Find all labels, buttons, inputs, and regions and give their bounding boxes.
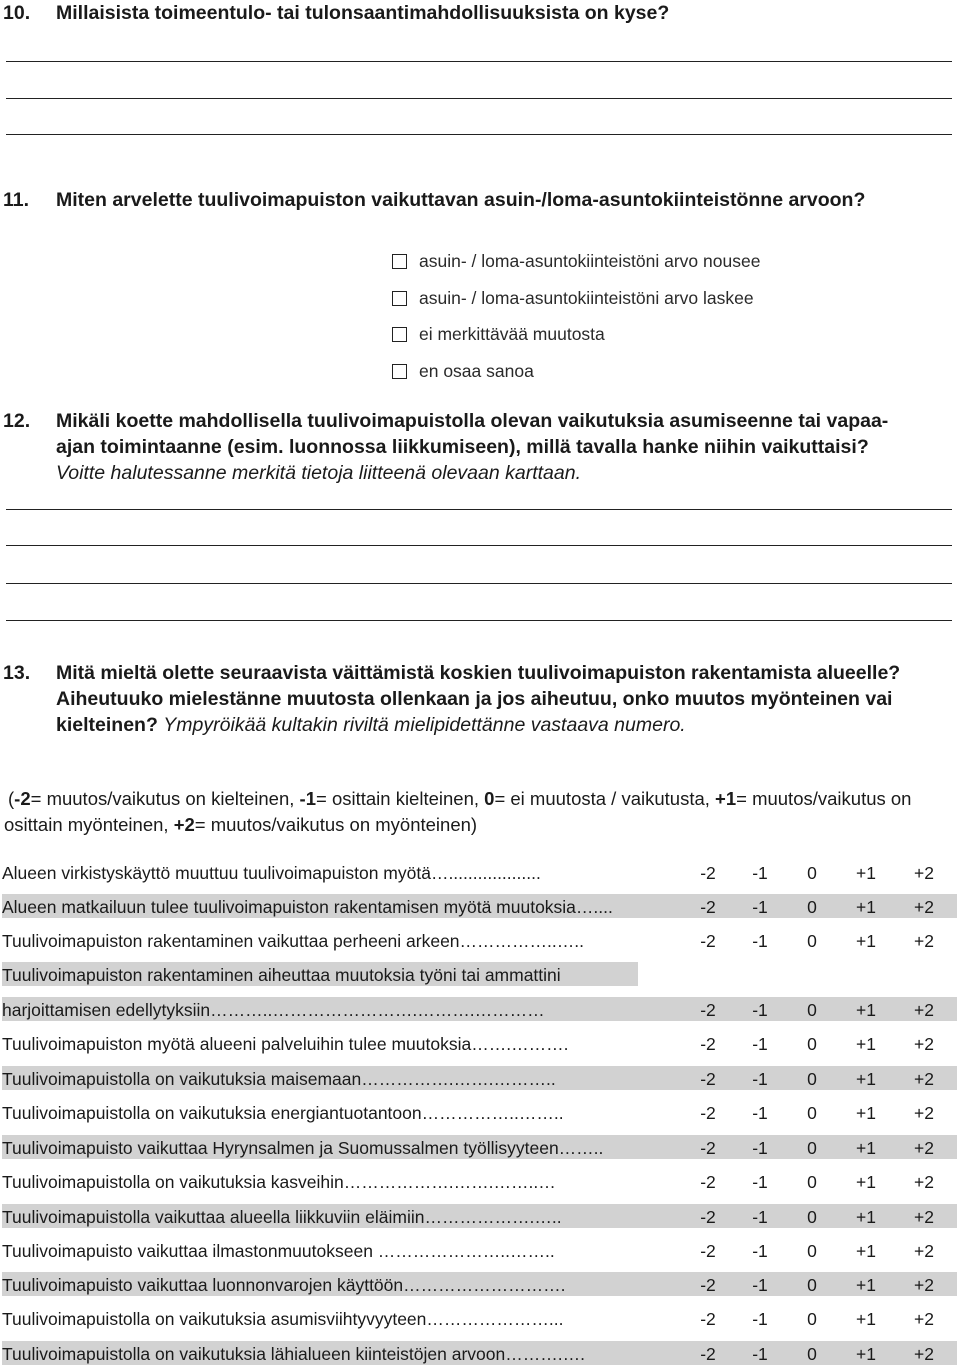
checkbox[interactable] [392, 291, 407, 306]
answer-line[interactable] [6, 583, 952, 584]
scale-value-2[interactable]: 0 [807, 863, 817, 883]
scale-value-2[interactable]: 0 [807, 1241, 817, 1261]
scale-value-3[interactable]: +1 [856, 1103, 876, 1123]
scale-value-4[interactable]: +2 [914, 1344, 934, 1364]
scale-value-0[interactable]: -2 [700, 1034, 716, 1054]
scale-value-0[interactable]: -2 [700, 863, 716, 883]
statement-text: harjoittamisen edellytyksiin………..…………………….……….………… [2, 1000, 545, 1020]
scale-value-1[interactable]: -1 [752, 1344, 768, 1364]
answer-line[interactable] [6, 98, 952, 99]
scale-value-3[interactable]: +1 [856, 931, 876, 951]
scale-value-1[interactable]: -1 [752, 1309, 768, 1329]
statement-text: Tuulivoimapuiston rakentaminen aiheuttaa muutoksia työni tai ammattini [2, 965, 561, 985]
scale-value-0[interactable]: -2 [700, 1207, 716, 1227]
scale-value-3[interactable]: +1 [856, 1309, 876, 1329]
answer-line[interactable] [6, 61, 952, 62]
scale-value-1[interactable]: -1 [752, 931, 768, 951]
scale-value-2[interactable]: 0 [807, 1309, 817, 1329]
scale-value-0[interactable]: -2 [700, 1309, 716, 1329]
scale-value-3[interactable]: +1 [856, 1275, 876, 1295]
scale-value-0[interactable]: -2 [700, 1138, 716, 1158]
scale-value-4[interactable]: +2 [914, 1069, 934, 1089]
statement-text: Tuulivoimapuistolla on vaikutuksia asumisviihtyvyyteen…………………... [2, 1309, 564, 1329]
scale-value-4[interactable]: +2 [914, 1172, 934, 1192]
statement-text: Tuulivoimapuistolla on vaikutuksia energiantuotantoon……………..…….. [2, 1103, 564, 1123]
scale-value-3[interactable]: +1 [856, 1344, 876, 1364]
scale-value-1[interactable]: -1 [752, 1138, 768, 1158]
scale-value-1[interactable]: -1 [752, 863, 768, 883]
scale-value-2[interactable]: 0 [807, 1172, 817, 1192]
scale-value-4[interactable]: +2 [914, 897, 934, 917]
scale-value-3[interactable]: +1 [856, 1069, 876, 1089]
scale-value-3[interactable]: +1 [856, 863, 876, 883]
scale-value-2[interactable]: 0 [807, 1344, 817, 1364]
statement-text: Tuulivoimapuiston myötä alueeni palveluihin tulee muutoksia…….………. [2, 1034, 569, 1054]
question-number: 10. [3, 2, 31, 24]
scale-value-1[interactable]: -1 [752, 1103, 768, 1123]
scale-value-3[interactable]: +1 [856, 1138, 876, 1158]
option-dont-know[interactable] [392, 360, 534, 382]
question-number: 11. [3, 189, 30, 211]
answer-line[interactable] [6, 134, 952, 135]
scale-value-1[interactable]: -1 [752, 1275, 768, 1295]
scale-value-2[interactable]: 0 [807, 1207, 817, 1227]
scale-value-3[interactable]: +1 [856, 1241, 876, 1261]
question-text: Miten arvelette tuulivoimapuiston vaikuttavan asuin-/loma-asuntokiinteistönne arvoon? [56, 189, 866, 211]
scale-value-2[interactable]: 0 [807, 1034, 817, 1054]
statement-text: Tuulivoimapuistolla vaikuttaa alueella liikkuviin eläimiin……………….….. [2, 1207, 562, 1227]
scale-value-3[interactable]: +1 [856, 1172, 876, 1192]
scale-value-2[interactable]: 0 [807, 931, 817, 951]
scale-value-4[interactable]: +2 [914, 931, 934, 951]
scale-value-1[interactable]: -1 [752, 1207, 768, 1227]
scale-value-0[interactable]: -2 [700, 1172, 716, 1192]
option-label: asuin- / loma-asuntokiinteistöni arvo laskee [419, 288, 754, 308]
scale-value-3[interactable]: +1 [856, 897, 876, 917]
scale-value-4[interactable]: +2 [914, 863, 934, 883]
statement-text: Tuulivoimapuistolla on vaikutuksia kasveihin……………….…….……..… [2, 1172, 556, 1192]
statement-text: Tuulivoimapuistolla on vaikutuksia maisemaan…………….…….……….. [2, 1069, 556, 1089]
scale-value-3[interactable]: +1 [856, 1034, 876, 1054]
scale-value-1[interactable]: -1 [752, 1241, 768, 1261]
statement-text: Tuulivoimapuisto vaikuttaa ilmastonmuutokseen …………………..…….. [2, 1241, 555, 1261]
question-12 [0, 408, 960, 488]
scale-value-0[interactable]: -2 [700, 1241, 716, 1261]
scale-value-2[interactable]: 0 [807, 1069, 817, 1089]
scale-value-4[interactable]: +2 [914, 1034, 934, 1054]
scale-value-4[interactable]: +2 [914, 1138, 934, 1158]
checkbox[interactable] [392, 254, 407, 269]
checkbox[interactable] [392, 364, 407, 379]
scale-value-4[interactable]: +2 [914, 1309, 934, 1329]
answer-line[interactable] [6, 620, 952, 621]
scale-value-2[interactable]: 0 [807, 1275, 817, 1295]
scale-value-0[interactable]: -2 [700, 1069, 716, 1089]
question-number: 12. [3, 410, 31, 432]
scale-value-4[interactable]: +2 [914, 1241, 934, 1261]
scale-value-1[interactable]: -1 [752, 1172, 768, 1192]
option-label: ei merkittävää muutosta [419, 324, 605, 344]
question-text: Mitä mieltä olette seuraavista väittämistä koskien tuulivoimapuiston rakentamista alueelle? Aiheutuuko mielestänne muutosta ollenkaan ja jos aiheutuu, onko muutos myönteinen vai kielteinen? [56, 662, 901, 736]
scale-value-1[interactable]: -1 [752, 1000, 768, 1020]
scale-value-2[interactable]: 0 [807, 1103, 817, 1123]
question-number: 13. [3, 662, 31, 684]
option-label: asuin- / loma-asuntokiinteistöni arvo nousee [419, 251, 761, 271]
scale-value-2[interactable]: 0 [807, 897, 817, 917]
scale-value-0[interactable]: -2 [700, 931, 716, 951]
statement-text: Tuulivoimapuisto vaikuttaa Hyrynsalmen ja Suomussalmen työllisyyteen…….. [2, 1138, 604, 1158]
question-note: Voitte halutessanne merkitä tietoja liitteenä olevaan karttaan. [56, 462, 582, 484]
question-text: Millaisista toimeentulo- tai tulonsaantimahdollisuuksista on kyse? [56, 2, 670, 24]
scale-value-0[interactable]: -2 [700, 1275, 716, 1295]
scale-value-4[interactable]: +2 [914, 1207, 934, 1227]
scale-value-1[interactable]: -1 [752, 897, 768, 917]
question-13 [0, 660, 960, 740]
scale-value-0[interactable]: -2 [700, 897, 716, 917]
checkbox[interactable] [392, 327, 407, 342]
scale-value-0[interactable]: -2 [700, 1344, 716, 1364]
scale-value-4[interactable]: +2 [914, 1103, 934, 1123]
question-11 [0, 187, 960, 243]
scale-value-4[interactable]: +2 [914, 1000, 934, 1020]
option-value-falls[interactable] [392, 287, 754, 309]
option-label: en osaa sanoa [419, 361, 534, 381]
scale-value-3[interactable]: +1 [856, 1207, 876, 1227]
scale-legend: (-2= muutos/vaikutus on kielteinen, -1= osittain kielteinen, 0= ei muutosta / vaikutusta, +1= muutos/vaikutus on osittain myönteinen, +2= muutos/vaikutus on myönteinen) [4, 788, 912, 835]
statement-text: Alueen virkistyskäyttö muuttuu tuulivoimapuiston myötä…................... [2, 863, 541, 883]
statement-text: Tuulivoimapuiston rakentaminen vaikuttaa perheeni arkeen……………..….. [2, 931, 584, 951]
question-note: Ympyröikää kultakin riviltä mielipidettänne vastaava numero. [163, 714, 686, 736]
statement-text: Tuulivoimapuisto vaikuttaa luonnonvarojen käyttöön………………………. [2, 1275, 566, 1295]
answer-line[interactable] [6, 545, 952, 546]
question-10 [0, 0, 960, 30]
scale-value-2[interactable]: 0 [807, 1138, 817, 1158]
scale-value-0[interactable]: -2 [700, 1103, 716, 1123]
statement-text: Alueen matkailuun tulee tuulivoimapuiston rakentamisen myötä muutoksia….... [2, 897, 613, 917]
answer-line[interactable] [6, 509, 952, 510]
scale-value-1[interactable]: -1 [752, 1069, 768, 1089]
scale-value-1[interactable]: -1 [752, 1034, 768, 1054]
scale-value-0[interactable]: -2 [700, 1000, 716, 1020]
scale-value-4[interactable]: +2 [914, 1275, 934, 1295]
scale-value-2[interactable]: 0 [807, 1000, 817, 1020]
option-value-rises[interactable] [392, 250, 760, 272]
scale-value-3[interactable]: +1 [856, 1000, 876, 1020]
statement-text: Tuulivoimapuistolla on vaikutuksia lähialueen kiinteistöjen arvoon……….…. [2, 1344, 585, 1364]
question-text: Mikäli koette mahdollisella tuulivoimapuistolla olevan vaikutuksia asumiseenne tai vapaa-ajan toimintaanne (esim. luonnossa liikkumiseen), millä tavalla hanke niihin vaikuttaisi? [56, 410, 889, 458]
option-no-change[interactable] [392, 323, 605, 345]
